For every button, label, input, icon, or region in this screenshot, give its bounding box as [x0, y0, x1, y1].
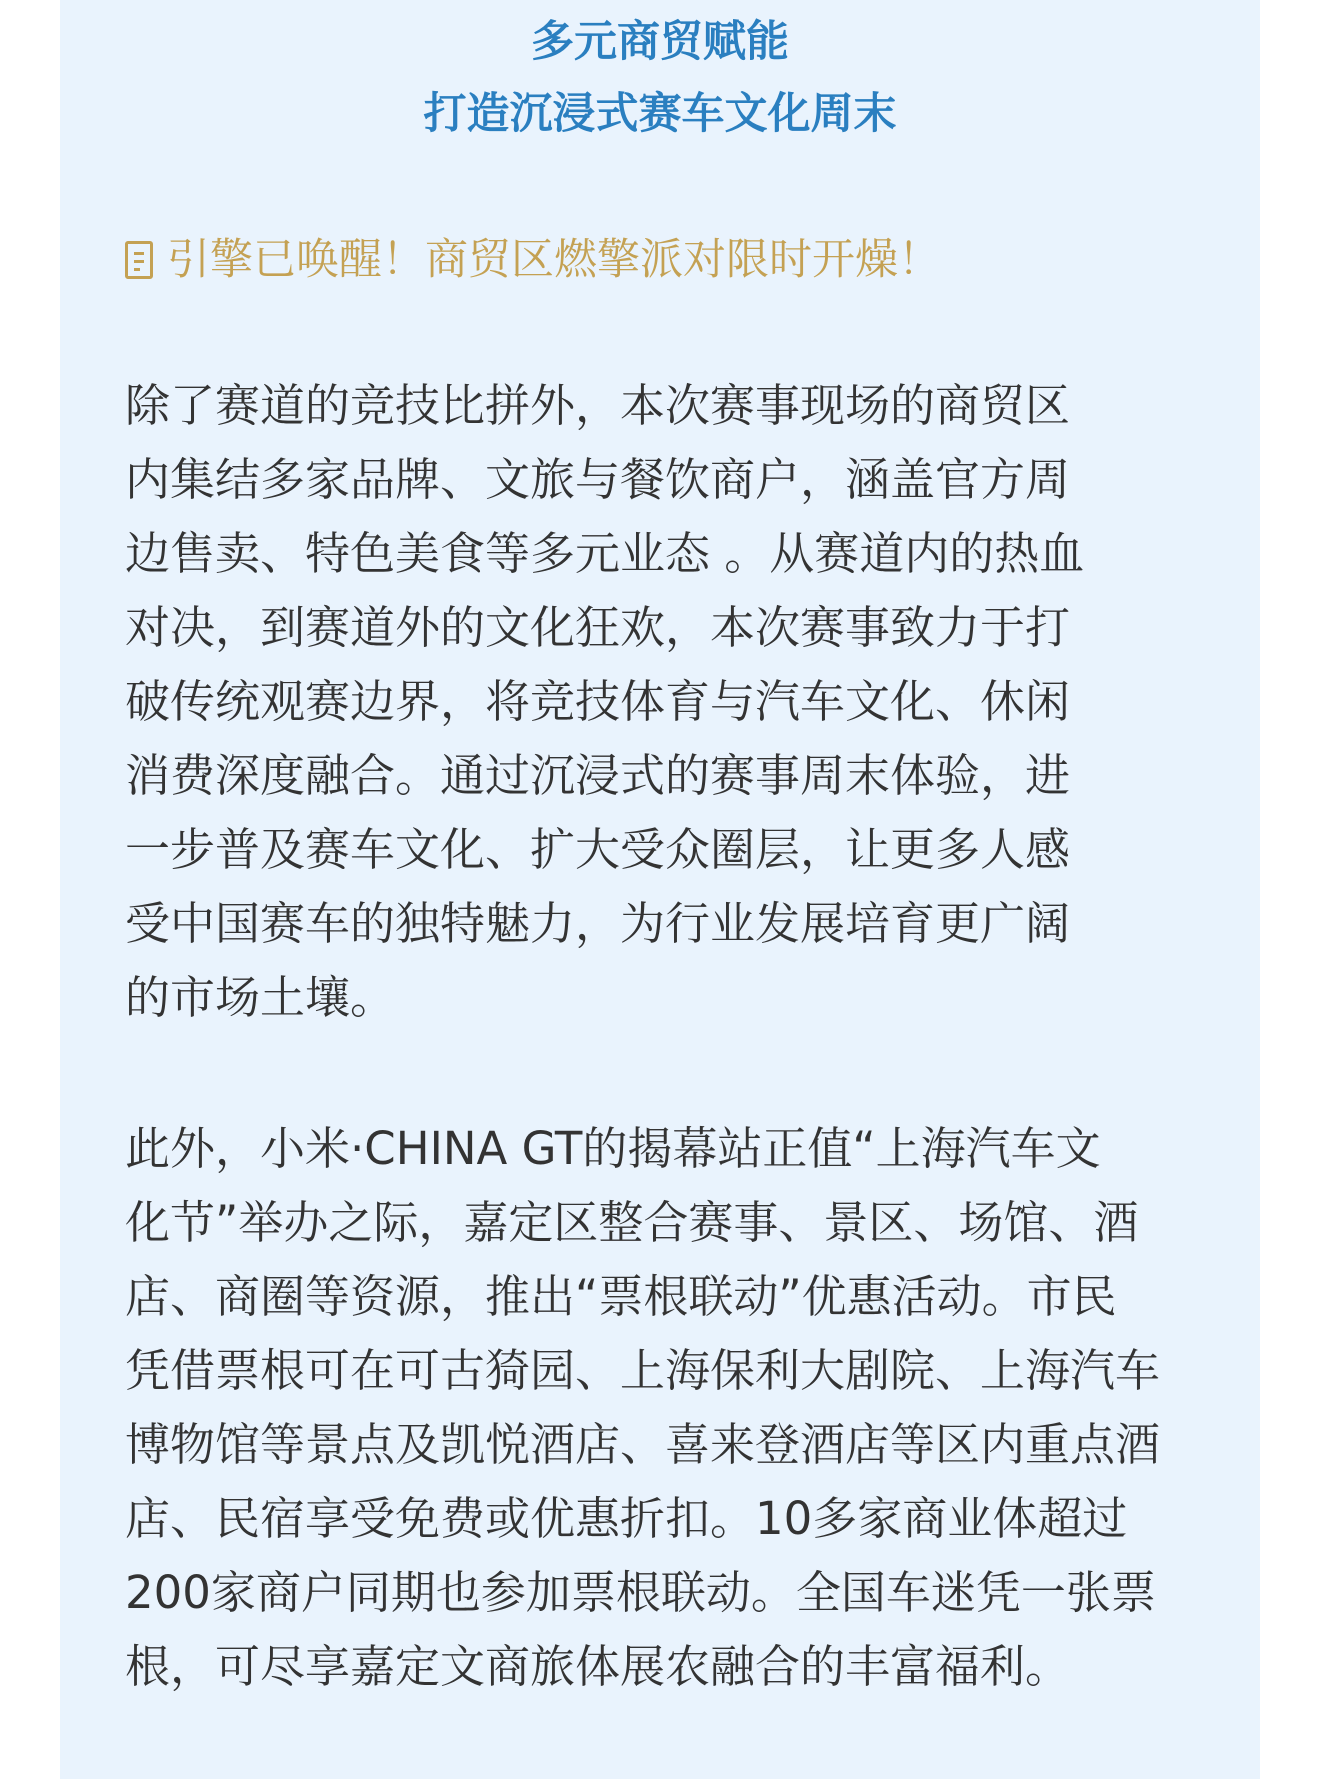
paragraph-line: 根，可尽享嘉定文商旅体展农融合的丰富福利。: [125, 1640, 1071, 1693]
paragraph-line: 受中国赛车的独特魅力，为行业发展培育更广阔: [125, 897, 1071, 950]
paragraph-line: 对决，到赛道外的文化狂欢，本次赛事致力于打: [125, 601, 1071, 654]
paragraph-line: 除了赛道的竞技比拼外，本次赛事现场的商贸区: [125, 379, 1071, 432]
subheading: [125, 224, 941, 296]
paragraph-line: 店、商圈等资源，推出“票根联动”优惠活动。市民: [125, 1270, 1117, 1323]
paragraph-line: 的市场土壤。: [125, 971, 396, 1024]
subheading-text: 引擎已唤醒！商贸区燃擎派对限时开燥！: [167, 235, 941, 285]
paragraph-line: 内集结多家品牌、文旅与餐饮商户，涵盖官方周: [125, 453, 1071, 506]
paragraph-line: 此外，小米·CHINA GT的揭幕站正值“上海汽车文: [125, 1122, 1101, 1175]
document-icon: [125, 241, 153, 279]
section-title-line-2: 打造沉浸式赛车文化周末: [423, 89, 897, 139]
paragraph-1: [125, 369, 1275, 1035]
section-title-line-1: 多元商贸赋能: [531, 17, 789, 67]
article-panel: [60, 0, 1260, 1779]
paragraph-line: 化节”举办之际，嘉定区整合赛事、景区、场馆、酒: [125, 1196, 1139, 1249]
paragraph-line: 200家商户同期也参加票根联动。全国车迷凭一张票: [125, 1566, 1156, 1619]
paragraph-line: 凭借票根可在可古猗园、上海保利大剧院、上海汽车: [125, 1344, 1161, 1397]
paragraph-line: 博物馆等景点及凯悦酒店、喜来登酒店等区内重点酒: [125, 1418, 1161, 1471]
paragraph-line: 店、民宿享受免费或优惠折扣。10多家商业体超过: [125, 1492, 1128, 1545]
paragraph-2: [125, 1112, 1275, 1704]
paragraph-line: 破传统观赛边界，将竞技体育与汽车文化、休闲: [125, 675, 1071, 728]
paragraph-line: 消费深度融合。通过沉浸式的赛事周末体验，进: [125, 749, 1071, 802]
paragraph-line: 一步普及赛车文化、扩大受众圈层，让更多人感: [125, 823, 1071, 876]
paragraph-line: 边售卖、特色美食等多元业态 。从赛道内的热血: [125, 527, 1085, 580]
